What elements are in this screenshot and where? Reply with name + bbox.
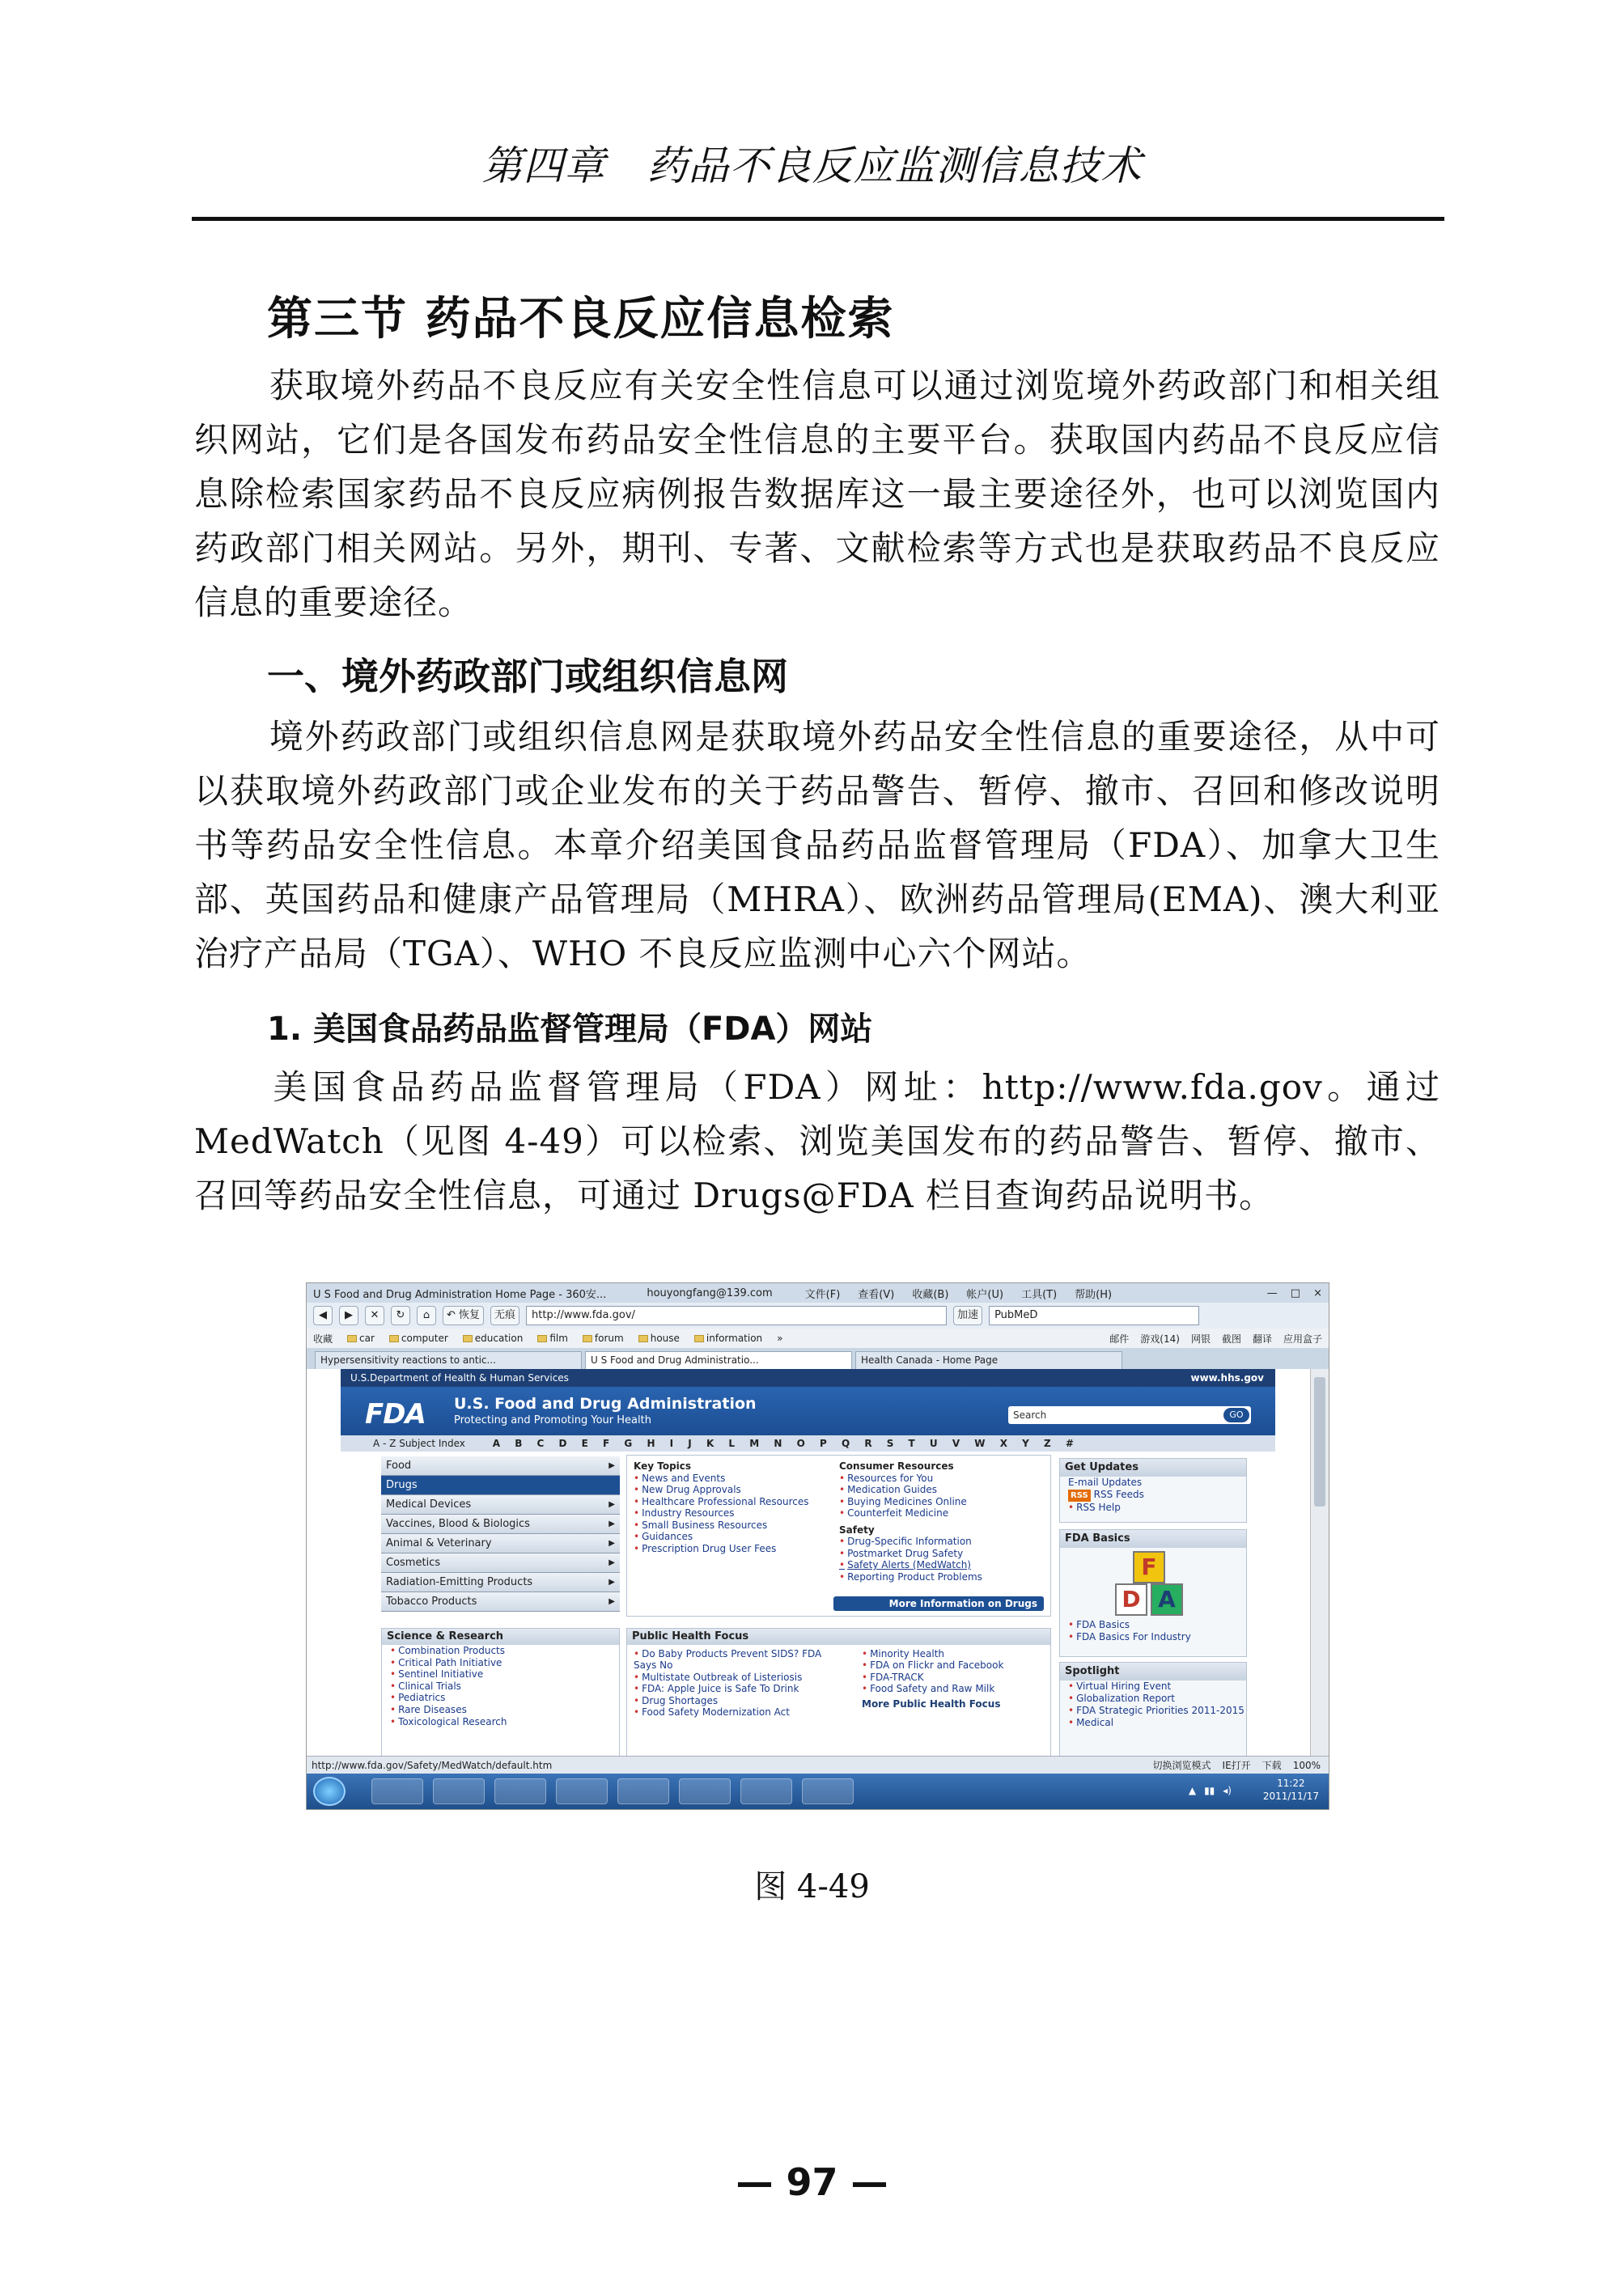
fav-car[interactable] xyxy=(347,1333,375,1344)
list-item[interactable]: • Food Safety Modernization Act xyxy=(634,1706,836,1718)
browser-navbar xyxy=(307,1303,1329,1329)
nav-label: Cosmetics xyxy=(386,1557,441,1569)
tray-icon[interactable]: ▲ xyxy=(1188,1785,1197,1796)
window-title: U S Food and Drug Administration Home Page - 360安... xyxy=(313,1288,607,1301)
az-index xyxy=(341,1435,1275,1452)
spotlight-box xyxy=(1059,1662,1247,1756)
nav-label: Radiation-Emitting Products xyxy=(386,1576,533,1588)
science-research-box xyxy=(381,1628,620,1756)
list-item[interactable]: • New Drug Approvals xyxy=(634,1484,836,1496)
status-bar xyxy=(307,1756,1329,1774)
science-title: Science & Research xyxy=(382,1629,619,1645)
list-item[interactable]: • Pediatrics xyxy=(382,1692,619,1704)
fav-film[interactable] xyxy=(537,1333,568,1344)
arrow-right-icon: ▶ xyxy=(608,1578,615,1587)
translate-button[interactable]: 翻译 xyxy=(1252,1333,1272,1345)
close-icon[interactable]: × xyxy=(1313,1286,1322,1299)
mail-button[interactable]: 邮件 xyxy=(1109,1333,1130,1345)
taskbar-app-qq[interactable] xyxy=(433,1778,485,1804)
fav-education[interactable] xyxy=(463,1333,524,1344)
block-a: A xyxy=(1151,1583,1183,1616)
list-item[interactable]: • FDA Basics xyxy=(1060,1619,1246,1631)
nav-label: Medical Devices xyxy=(386,1498,472,1511)
rss-icon: RSS xyxy=(1068,1490,1091,1502)
refresh-icon[interactable]: ↻ xyxy=(391,1306,410,1325)
ie-open-button[interactable]: IE打开 xyxy=(1222,1760,1251,1771)
arrow-right-icon: ▶ xyxy=(608,1519,615,1528)
list-item[interactable]: • Sentinel Initiative xyxy=(382,1668,619,1681)
paragraph-1-text: 获取境外药品不良反应有关安全性信息可以通过浏览境外药政部门和相关组织网站，它们是各国发布药品安全性信息的主要平台。获取国内药品不良反应信息除检索国家药品不良反应病例报告数据库这一最主要途径外，也可以浏览国内药政部门相关网站。另外，期刊、专著、文献检索等方式也是获取药品不良反应信息的重要途径。 xyxy=(194,366,1440,622)
start-button[interactable] xyxy=(313,1777,346,1806)
go-button[interactable]: GO xyxy=(1223,1408,1249,1422)
nav-label: Animal & Veterinary xyxy=(386,1537,492,1549)
list-item[interactable]: • Combination Products xyxy=(382,1645,619,1657)
bank-button[interactable]: 网银 xyxy=(1190,1333,1211,1345)
tab-health-canada[interactable]: Health Canada - Home Page xyxy=(855,1351,1122,1369)
nav-label: Food xyxy=(386,1460,412,1472)
list-item[interactable]: • Resources for You xyxy=(839,1473,1045,1485)
folder-icon xyxy=(389,1335,399,1342)
public-health-left xyxy=(634,1648,836,1718)
fda-search-input[interactable] xyxy=(1008,1406,1251,1424)
menu-bar xyxy=(805,1286,1112,1301)
list-item[interactable]: • Reporting Product Problems xyxy=(839,1571,1045,1583)
switch-mode-button[interactable]: 切换浏览模式 xyxy=(1152,1760,1211,1771)
public-health-box xyxy=(626,1628,1051,1756)
folder-icon xyxy=(694,1335,704,1342)
forward-icon[interactable]: ▶ xyxy=(339,1306,358,1325)
list-item[interactable]: • Drug Shortages xyxy=(634,1695,836,1706)
favorites-button[interactable]: 收藏 xyxy=(313,1333,333,1345)
figure-caption: 图 4-49 xyxy=(754,1868,870,1905)
nav-label: Drugs xyxy=(386,1479,418,1491)
nav-label: Vaccines, Blood & Biologics xyxy=(386,1518,530,1530)
menu-tools[interactable]: 工具(T) xyxy=(1021,1288,1058,1301)
tab-strip xyxy=(307,1348,1329,1369)
fda-left-nav xyxy=(381,1456,620,1612)
menu-help[interactable]: 帮助(H) xyxy=(1075,1288,1113,1301)
nav-drugs[interactable] xyxy=(381,1476,620,1495)
rss-help-link[interactable]: • RSS Help xyxy=(1060,1502,1246,1514)
az-label: A - Z Subject Index xyxy=(373,1438,465,1449)
fav-information[interactable] xyxy=(694,1333,762,1344)
fav-label: forum xyxy=(594,1333,624,1344)
accelerate-button[interactable]: 加速 xyxy=(953,1306,982,1325)
nav-medical-devices[interactable] xyxy=(381,1495,620,1515)
fda-screenshot-figure xyxy=(306,1282,1329,1810)
clock-date: 2011/11/17 xyxy=(1262,1791,1319,1802)
medwatch-link[interactable]: • Safety Alerts (MedWatch) xyxy=(839,1559,1045,1571)
fda-name: U.S. Food and Drug Administration xyxy=(454,1395,757,1413)
folder-icon xyxy=(638,1335,648,1342)
arrow-right-icon: ▶ xyxy=(608,1539,615,1548)
menu-account[interactable]: 帐户(U) xyxy=(966,1288,1004,1301)
get-updates-title: Get Updates xyxy=(1060,1459,1246,1477)
list-item[interactable]: • Healthcare Professional Resources xyxy=(634,1496,836,1508)
arrow-right-icon: ▶ xyxy=(608,1500,615,1509)
search-placeholder: Search xyxy=(1013,1409,1047,1421)
rss-feeds-link[interactable] xyxy=(1060,1489,1246,1502)
menu-view[interactable]: 查看(V) xyxy=(858,1288,895,1301)
fav-house[interactable] xyxy=(638,1333,680,1344)
list-item[interactable]: • Food Safety and Raw Milk xyxy=(862,1683,1044,1694)
list-item[interactable]: • Postmarket Drug Safety xyxy=(839,1548,1045,1560)
list-item[interactable]: • Drug-Specific Information xyxy=(839,1536,1045,1548)
get-updates-box xyxy=(1059,1458,1247,1523)
block-d: D xyxy=(1115,1583,1147,1616)
taskbar-app-other[interactable] xyxy=(802,1778,854,1804)
paragraph-3 xyxy=(194,1060,1440,1223)
paragraph-3-text: 美国食品药品监督管理局（FDA）网址：http://www.fda.gov。通过 MedWatch（见图 4-49）可以检索、浏览美国发布的药品警告、暂停、撤市、召回等药品安全性信息，可通过 Drugs@FDA 栏目查询药品说明书。 xyxy=(194,1067,1440,1215)
back-icon[interactable]: ◀ xyxy=(313,1306,333,1325)
heading-fda: 1. 美国食品药品监督管理局（FDA）网站 xyxy=(267,1011,873,1048)
heading-overseas-sites: 一、境外药政部门或组织信息网 xyxy=(267,655,788,698)
list-item[interactable]: • Guidances xyxy=(634,1531,836,1543)
list-item[interactable]: • Medication Guides xyxy=(839,1484,1045,1496)
list-item[interactable]: • Toxicological Research xyxy=(382,1716,619,1728)
list-item[interactable]: • FDA Strategic Priorities 2011-2015 xyxy=(1060,1705,1246,1717)
folder-icon xyxy=(583,1335,592,1342)
browser-titlebar xyxy=(307,1283,1329,1303)
taskbar-app-explorer[interactable] xyxy=(617,1778,669,1804)
account-label: houyongfang@139.com xyxy=(647,1286,773,1299)
app-box-button[interactable]: 应用盒子 xyxy=(1283,1333,1322,1345)
search-box[interactable]: PubMeD xyxy=(989,1306,1199,1325)
running-header: 第四章 药品不良反应监测信息技术 xyxy=(481,142,1143,189)
nav-radiation[interactable] xyxy=(381,1573,620,1592)
zoom-level[interactable]: 100% xyxy=(1292,1760,1321,1771)
recover-button[interactable]: ↶ 恢复 xyxy=(443,1306,484,1325)
taskbar-app-ie[interactable] xyxy=(371,1778,423,1804)
fda-tagline: Protecting and Promoting Your Health xyxy=(454,1414,651,1426)
fav-label: house xyxy=(650,1333,680,1344)
fda-blocks-image xyxy=(1060,1548,1246,1619)
fav-label: education xyxy=(474,1333,524,1344)
fav-label: film xyxy=(549,1333,568,1344)
paragraph-1 xyxy=(194,358,1440,629)
list-item[interactable]: • Buying Medicines Online xyxy=(839,1496,1045,1508)
block-f: F xyxy=(1133,1551,1165,1583)
consumer-resources xyxy=(839,1460,1045,1583)
stop-icon[interactable]: ✕ xyxy=(365,1306,384,1325)
list-item[interactable]: • Globalization Report xyxy=(1060,1693,1246,1705)
az-letters[interactable]: A B C D E F G H I J K L M N O P Q R S T U V W X Y Z # xyxy=(492,1438,1079,1449)
no-trace-button[interactable]: 无痕 xyxy=(490,1306,519,1325)
status-url: http://www.fda.gov/Safety/MedWatch/default.htm xyxy=(312,1760,553,1771)
taskbar-app-word[interactable] xyxy=(679,1778,731,1804)
window-controls xyxy=(1267,1287,1322,1299)
key-topics-title: Key Topics xyxy=(634,1460,692,1472)
paragraph-2-text: 境外药政部门或组织信息网是获取境外药品安全性信息的重要途径，从中可以获取境外药政部门或企业发布的关于药品警告、暂停、撤市、召回和修改说明书等药品安全性信息。本章介绍美国食品药品监督管理局（FDA）、加拿大卫生部、英国药品和健康产品管理局（MHRA）、欧洲药品管理局(EMA)、澳大利亚治疗产品局（TGA）、WHO 不良反应监测中心六个网站。 xyxy=(194,717,1440,973)
arrow-right-icon: ▶ xyxy=(608,1597,615,1606)
favorites-bar xyxy=(307,1329,1329,1348)
fav-label: car xyxy=(359,1333,375,1344)
safety-title: Safety xyxy=(839,1524,875,1536)
hhs-link[interactable]: www.hhs.gov xyxy=(1190,1372,1264,1384)
folder-icon xyxy=(463,1335,473,1342)
tab-fda[interactable]: U S Food and Drug Administratio... xyxy=(585,1351,852,1369)
nav-food[interactable] xyxy=(381,1456,620,1476)
list-item[interactable]: • Prescription Drug User Fees xyxy=(634,1543,836,1555)
games-button[interactable]: 游戏(14) xyxy=(1140,1333,1180,1345)
download-button[interactable]: 下载 xyxy=(1261,1760,1282,1771)
page-scrollbar[interactable] xyxy=(1310,1369,1329,1756)
menu-favorites[interactable]: 收藏(B) xyxy=(912,1288,949,1301)
more-info-drugs-button[interactable]: More Information on Drugs xyxy=(833,1596,1044,1611)
toolbar-right xyxy=(1109,1332,1322,1346)
folder-icon xyxy=(537,1335,547,1342)
webpage-viewport xyxy=(307,1369,1310,1756)
list-item[interactable]: • FDA on Flickr and Facebook xyxy=(862,1659,1044,1671)
list-item[interactable]: • Do Baby Products Prevent SIDS? FDA Says No xyxy=(634,1648,836,1672)
list-item[interactable]: • FDA: Apple Juice is Safe To Drink xyxy=(634,1683,836,1694)
paragraph-2 xyxy=(194,710,1440,981)
clock-time: 11:22 xyxy=(1277,1778,1305,1789)
volume-icon[interactable]: ◂) xyxy=(1223,1785,1232,1796)
list-item[interactable]: • Rare Diseases xyxy=(382,1704,619,1716)
hhs-bar xyxy=(341,1369,1275,1387)
list-item[interactable]: • FDA-TRACK xyxy=(862,1672,1044,1683)
consumer-title: Consumer Resources xyxy=(839,1460,954,1472)
key-topics xyxy=(634,1460,836,1554)
home-icon[interactable]: ⌂ xyxy=(417,1306,436,1325)
nav-vaccines[interactable] xyxy=(381,1515,620,1534)
header-rule xyxy=(192,217,1444,221)
fav-forum[interactable] xyxy=(583,1333,624,1344)
fav-label: information xyxy=(706,1333,763,1344)
nav-cosmetics[interactable] xyxy=(381,1553,620,1573)
taskbar-app-folder[interactable] xyxy=(556,1778,608,1804)
fav-more[interactable]: » xyxy=(777,1333,783,1344)
fda-basics-title: FDA Basics xyxy=(1060,1530,1246,1548)
fda-banner xyxy=(341,1387,1275,1435)
taskbar-app-media[interactable] xyxy=(740,1778,792,1804)
list-item[interactable]: • Clinical Trials xyxy=(382,1681,619,1693)
list-item[interactable]: • Industry Resources xyxy=(634,1507,836,1519)
nav-tobacco[interactable] xyxy=(381,1592,620,1612)
email-updates-link[interactable]: E-mail Updates xyxy=(1068,1477,1143,1488)
list-item[interactable]: • Medical xyxy=(1060,1717,1246,1729)
maximize-icon[interactable]: □ xyxy=(1290,1286,1301,1299)
folder-icon xyxy=(347,1335,357,1342)
rss-feeds-label: RSS Feeds xyxy=(1093,1489,1144,1500)
nav-label: Tobacco Products xyxy=(386,1596,477,1608)
arrow-right-icon: ▶ xyxy=(608,1461,615,1470)
nav-animal[interactable] xyxy=(381,1534,620,1553)
menu-file[interactable]: 文件(F) xyxy=(804,1288,841,1301)
list-item[interactable]: • Multistate Outbreak of Listeriosis xyxy=(634,1672,836,1683)
list-item[interactable]: • Critical Path Initiative xyxy=(382,1657,619,1669)
list-item[interactable]: • Minority Health xyxy=(862,1648,1044,1659)
public-health-title: Public Health Focus xyxy=(627,1629,1050,1645)
taskbar-app-360[interactable] xyxy=(494,1778,546,1804)
status-right xyxy=(1153,1757,1329,1774)
network-icon[interactable]: ▮▮ xyxy=(1204,1785,1215,1796)
more-public-health-link[interactable]: More Public Health Focus xyxy=(862,1697,1001,1710)
spotlight-title: Spotlight xyxy=(1060,1663,1246,1681)
list-item[interactable]: • News and Events xyxy=(634,1473,836,1485)
fav-label: computer xyxy=(401,1333,448,1344)
windows-taskbar xyxy=(307,1774,1329,1809)
taskbar-clock[interactable] xyxy=(1263,1777,1319,1803)
arrow-right-icon: ▶ xyxy=(608,1558,615,1567)
fda-basics-box xyxy=(1059,1529,1247,1657)
screenshot-button[interactable]: 截图 xyxy=(1221,1333,1241,1345)
address-bar[interactable]: http://www.fda.gov/ xyxy=(526,1306,947,1325)
fda-logo[interactable]: FDA xyxy=(365,1398,426,1430)
page-number: — 97 — xyxy=(736,2160,888,2204)
list-item[interactable]: • Small Business Resources xyxy=(634,1519,836,1532)
minimize-icon[interactable]: — xyxy=(1266,1286,1278,1299)
section-title: 第三节 药品不良反应信息检索 xyxy=(267,292,895,345)
scrollbar-thumb[interactable] xyxy=(1314,1377,1325,1507)
drugs-panel xyxy=(626,1455,1051,1617)
system-tray xyxy=(1189,1785,1232,1796)
fav-computer[interactable] xyxy=(389,1333,448,1344)
tab-hypersensitivity[interactable]: Hypersensitivity reactions to antic... xyxy=(315,1351,582,1369)
hhs-label: U.S.Department of Health & Human Services xyxy=(350,1372,569,1384)
list-item[interactable]: • Counterfeit Medicine xyxy=(839,1507,1045,1519)
list-item[interactable]: • Virtual Hiring Event xyxy=(1060,1681,1246,1693)
public-health-right xyxy=(862,1648,1044,1710)
list-item[interactable]: • FDA Basics For Industry xyxy=(1060,1631,1246,1643)
